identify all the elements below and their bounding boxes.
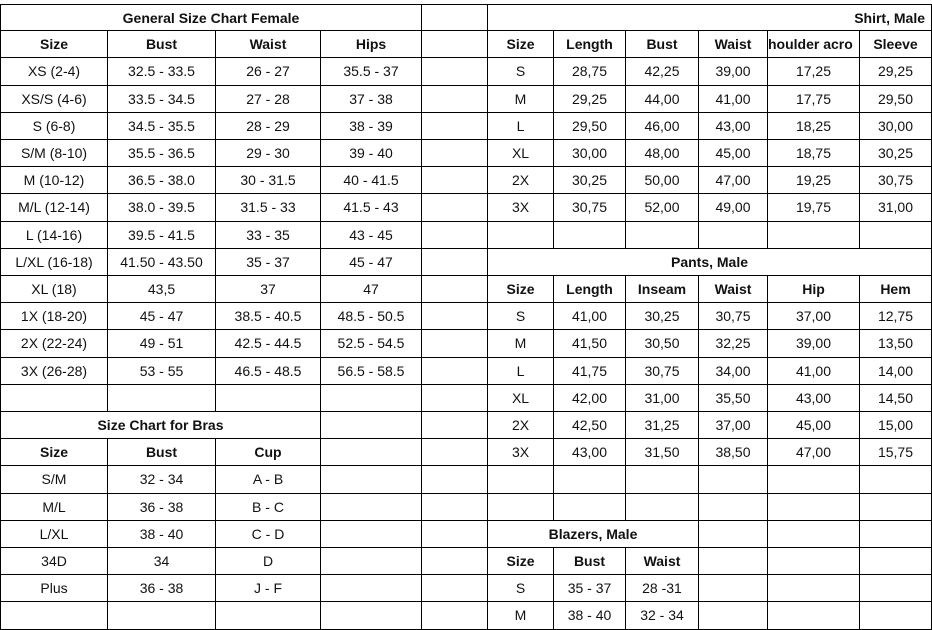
bras-chart-title: Size Chart for Bras [0, 412, 321, 439]
shirt-table-cell: 2X [488, 167, 554, 194]
pants-table-cell: M [488, 330, 554, 357]
empty-cell [768, 575, 860, 602]
bras-table-cell: L/XL [0, 521, 108, 548]
empty-cell [422, 602, 488, 629]
bras-table-cell: D [216, 548, 321, 575]
shirt-header-cell: houlder acro [768, 31, 860, 58]
female-table-cell: 36.5 - 38.0 [108, 167, 216, 194]
empty-cell [422, 249, 488, 276]
female-table-cell: 37 [216, 276, 321, 303]
empty-cell [422, 140, 488, 167]
empty-cell [422, 276, 488, 303]
pants-table-cell: 34,00 [699, 358, 768, 385]
empty-cell [108, 602, 216, 629]
blazers-table-cell: S [488, 575, 554, 602]
female-table-cell: 33 - 35 [216, 222, 321, 249]
pants-table-cell: L [488, 358, 554, 385]
shirt-table-cell: M [488, 86, 554, 113]
shirt-table-cell: 41,00 [699, 86, 768, 113]
female-table-cell: 43 - 45 [321, 222, 422, 249]
pants-table-cell: 45,00 [768, 412, 860, 439]
shirt-table-cell: 19,75 [768, 194, 860, 221]
empty-cell [422, 58, 488, 85]
pants-table-cell: 31,00 [626, 385, 699, 412]
shirt-table-cell: 30,00 [860, 113, 932, 140]
shirt-table-cell: L [488, 113, 554, 140]
bras-table-cell: M/L [0, 494, 108, 521]
bras-table-cell: A - B [216, 466, 321, 493]
empty-cell [768, 548, 860, 575]
pants-table-cell: 42,50 [554, 412, 626, 439]
empty-cell [422, 494, 488, 521]
female-chart-title: General Size Chart Female [0, 4, 422, 31]
bras-table-cell: 36 - 38 [108, 575, 216, 602]
female-table-cell: 29 - 30 [216, 140, 321, 167]
female-table-cell: 33.5 - 34.5 [108, 86, 216, 113]
female-table-cell: 53 - 55 [108, 358, 216, 385]
pants-table-cell: 2X [488, 412, 554, 439]
female-table-cell: S/M (8-10) [0, 140, 108, 167]
bras-table-cell: B - C [216, 494, 321, 521]
blazers-table-cell: M [488, 602, 554, 629]
female-table-cell: XS (2-4) [0, 58, 108, 85]
pants-header-cell: Size [488, 276, 554, 303]
female-table-cell: 41.5 - 43 [321, 194, 422, 221]
pants-header-cell: Hem [860, 276, 932, 303]
shirt-table-cell: 30,75 [860, 167, 932, 194]
shirt-header-cell: Sleeve [860, 31, 932, 58]
empty-cell [321, 548, 422, 575]
bras-header-cell: Cup [216, 439, 321, 466]
empty-cell [699, 548, 768, 575]
empty-cell [860, 521, 932, 548]
empty-cell [422, 194, 488, 221]
empty-cell [699, 494, 768, 521]
empty-cell [422, 575, 488, 602]
bras-table-cell: 36 - 38 [108, 494, 216, 521]
empty-cell [216, 385, 321, 412]
female-table-cell: 49 - 51 [108, 330, 216, 357]
empty-cell [321, 466, 422, 493]
empty-cell [422, 521, 488, 548]
bras-table-cell: 32 - 34 [108, 466, 216, 493]
blazers-header-cell: Bust [554, 548, 626, 575]
shirt-table-cell: 17,75 [768, 86, 860, 113]
empty-cell [321, 521, 422, 548]
pants-table-cell: 30,75 [699, 303, 768, 330]
empty-cell [422, 358, 488, 385]
female-table-cell: 48.5 - 50.5 [321, 303, 422, 330]
empty-cell [860, 548, 932, 575]
shirt-table-cell: 44,00 [626, 86, 699, 113]
pants-table-cell: 31,50 [626, 439, 699, 466]
empty-cell [768, 466, 860, 493]
pants-table-cell: 32,25 [699, 330, 768, 357]
shirt-table-cell: 19,25 [768, 167, 860, 194]
shirt-table-cell: 30,25 [860, 140, 932, 167]
empty-cell [422, 4, 488, 31]
shirt-table-cell: S [488, 58, 554, 85]
shirt-table-cell: 28,75 [554, 58, 626, 85]
pants-table-cell: 43,00 [768, 385, 860, 412]
empty-cell [554, 222, 626, 249]
pants-table-cell: 12,75 [860, 303, 932, 330]
pants-table-cell: 3X [488, 439, 554, 466]
female-header-cell: Size [0, 31, 108, 58]
shirt-header-cell: Bust [626, 31, 699, 58]
pants-table-cell: 30,75 [626, 358, 699, 385]
female-table-cell: 38.5 - 40.5 [216, 303, 321, 330]
shirt-table-cell: 29,50 [860, 86, 932, 113]
pants-table-cell: 47,00 [768, 439, 860, 466]
shirt-table-cell: 17,25 [768, 58, 860, 85]
bras-table-cell: 34 [108, 548, 216, 575]
shirt-chart-title: Shirt, Male [488, 4, 932, 31]
empty-cell [488, 222, 554, 249]
empty-cell [699, 222, 768, 249]
shirt-table-cell: 18,25 [768, 113, 860, 140]
blazers-table-cell: 32 - 34 [626, 602, 699, 629]
bras-table-cell: C - D [216, 521, 321, 548]
bras-table-cell: Plus [0, 575, 108, 602]
pants-table-cell: 41,75 [554, 358, 626, 385]
female-table-cell: 41.50 - 43.50 [108, 249, 216, 276]
blazers-chart-title: Blazers, Male [488, 521, 699, 548]
shirt-table-cell: 45,00 [699, 140, 768, 167]
pants-table-cell: 30,25 [626, 303, 699, 330]
female-table-cell: 42.5 - 44.5 [216, 330, 321, 357]
empty-cell [554, 466, 626, 493]
blazers-header-cell: Waist [626, 548, 699, 575]
bras-table-cell: J - F [216, 575, 321, 602]
empty-cell [0, 385, 108, 412]
empty-cell [860, 222, 932, 249]
pants-table-cell: 15,75 [860, 439, 932, 466]
female-table-cell: L/XL (16-18) [0, 249, 108, 276]
shirt-table-cell: 42,25 [626, 58, 699, 85]
bras-header-cell: Size [0, 439, 108, 466]
female-table-cell: 40 - 41.5 [321, 167, 422, 194]
empty-cell [422, 466, 488, 493]
blazers-table-cell: 35 - 37 [554, 575, 626, 602]
female-table-cell: 38.0 - 39.5 [108, 194, 216, 221]
empty-cell [626, 494, 699, 521]
empty-cell [422, 412, 488, 439]
empty-cell [699, 466, 768, 493]
female-table-cell: 34.5 - 35.5 [108, 113, 216, 140]
empty-cell [321, 439, 422, 466]
empty-cell [699, 602, 768, 629]
pants-table-cell: 42,00 [554, 385, 626, 412]
pants-table-cell: 39,00 [768, 330, 860, 357]
empty-cell [554, 494, 626, 521]
pants-table-cell: 37,00 [699, 412, 768, 439]
shirt-table-cell: 43,00 [699, 113, 768, 140]
empty-cell [626, 466, 699, 493]
female-table-cell: 52.5 - 54.5 [321, 330, 422, 357]
female-table-cell: 26 - 27 [216, 58, 321, 85]
shirt-table-cell: 47,00 [699, 167, 768, 194]
pants-table-cell: 41,00 [554, 303, 626, 330]
female-table-cell: XL (18) [0, 276, 108, 303]
female-table-cell: 38 - 39 [321, 113, 422, 140]
female-table-cell: 35.5 - 37 [321, 58, 422, 85]
female-table-cell: 56.5 - 58.5 [321, 358, 422, 385]
empty-cell [422, 548, 488, 575]
shirt-table-cell: 46,00 [626, 113, 699, 140]
pants-table-cell: 15,00 [860, 412, 932, 439]
pants-table-cell: 14,00 [860, 358, 932, 385]
pants-table-cell: 14,50 [860, 385, 932, 412]
shirt-table-cell: 50,00 [626, 167, 699, 194]
empty-cell [626, 222, 699, 249]
empty-cell [216, 602, 321, 629]
pants-header-cell: Inseam [626, 276, 699, 303]
empty-cell [321, 602, 422, 629]
female-table-cell: 46.5 - 48.5 [216, 358, 321, 385]
empty-cell [860, 602, 932, 629]
female-table-cell: 35 - 37 [216, 249, 321, 276]
female-table-cell: 28 - 29 [216, 113, 321, 140]
pants-table-cell: 35,50 [699, 385, 768, 412]
female-table-cell: 3X (26-28) [0, 358, 108, 385]
empty-cell [768, 602, 860, 629]
female-table-cell: 45 - 47 [321, 249, 422, 276]
female-table-cell: 43,5 [108, 276, 216, 303]
female-table-cell: 35.5 - 36.5 [108, 140, 216, 167]
empty-cell [422, 330, 488, 357]
shirt-table-cell: 29,25 [554, 86, 626, 113]
female-header-cell: Hips [321, 31, 422, 58]
blazers-table-cell: 38 - 40 [554, 602, 626, 629]
shirt-table-cell: 30,00 [554, 140, 626, 167]
bras-table-cell: 38 - 40 [108, 521, 216, 548]
empty-cell [860, 466, 932, 493]
female-table-cell: 2X (22-24) [0, 330, 108, 357]
female-table-cell: 32.5 - 33.5 [108, 58, 216, 85]
empty-cell [422, 385, 488, 412]
female-table-cell: 31.5 - 33 [216, 194, 321, 221]
pants-header-cell: Waist [699, 276, 768, 303]
empty-cell [699, 521, 768, 548]
empty-cell [422, 86, 488, 113]
empty-cell [321, 385, 422, 412]
empty-cell [488, 466, 554, 493]
pants-chart-title: Pants, Male [488, 249, 932, 276]
bras-table-cell: S/M [0, 466, 108, 493]
bras-header-cell: Bust [108, 439, 216, 466]
shirt-header-cell: Waist [699, 31, 768, 58]
empty-cell [422, 113, 488, 140]
pants-table-cell: S [488, 303, 554, 330]
female-table-cell: 39 - 40 [321, 140, 422, 167]
empty-cell [860, 575, 932, 602]
female-table-cell: 47 [321, 276, 422, 303]
female-header-cell: Bust [108, 31, 216, 58]
empty-cell [108, 385, 216, 412]
shirt-table-cell: 18,75 [768, 140, 860, 167]
female-table-cell: M/L (12-14) [0, 194, 108, 221]
empty-cell [422, 222, 488, 249]
female-table-cell: 30 - 31.5 [216, 167, 321, 194]
pants-table-cell: 38,50 [699, 439, 768, 466]
empty-cell [422, 167, 488, 194]
empty-cell [321, 575, 422, 602]
shirt-table-cell: 39,00 [699, 58, 768, 85]
shirt-header-cell: Length [554, 31, 626, 58]
pants-table-cell: 41,50 [554, 330, 626, 357]
pants-table-cell: 31,25 [626, 412, 699, 439]
shirt-table-cell: XL [488, 140, 554, 167]
female-table-cell: 37 - 38 [321, 86, 422, 113]
pants-table-cell: 30,50 [626, 330, 699, 357]
female-table-cell: 45 - 47 [108, 303, 216, 330]
female-table-cell: S (6-8) [0, 113, 108, 140]
blazers-table-cell: 28 -31 [626, 575, 699, 602]
pants-table-cell: 13,50 [860, 330, 932, 357]
empty-cell [768, 222, 860, 249]
pants-table-cell: XL [488, 385, 554, 412]
empty-cell [860, 494, 932, 521]
pants-table-cell: 37,00 [768, 303, 860, 330]
pants-table-cell: 43,00 [554, 439, 626, 466]
empty-cell [488, 494, 554, 521]
pants-header-cell: Length [554, 276, 626, 303]
empty-cell [768, 521, 860, 548]
female-table-cell: 1X (18-20) [0, 303, 108, 330]
shirt-table-cell: 3X [488, 194, 554, 221]
empty-cell [321, 412, 422, 439]
empty-cell [422, 31, 488, 58]
female-table-cell: 39.5 - 41.5 [108, 222, 216, 249]
empty-cell [422, 303, 488, 330]
pants-header-cell: Hip [768, 276, 860, 303]
empty-cell [699, 575, 768, 602]
shirt-header-cell: Size [488, 31, 554, 58]
female-table-cell: 27 - 28 [216, 86, 321, 113]
shirt-table-cell: 30,25 [554, 167, 626, 194]
shirt-table-cell: 29,25 [860, 58, 932, 85]
pants-table-cell: 41,00 [768, 358, 860, 385]
empty-cell [422, 439, 488, 466]
shirt-table-cell: 29,50 [554, 113, 626, 140]
bras-table-cell: 34D [0, 548, 108, 575]
female-header-cell: Waist [216, 31, 321, 58]
shirt-table-cell: 30,75 [554, 194, 626, 221]
shirt-table-cell: 52,00 [626, 194, 699, 221]
female-table-cell: M (10-12) [0, 167, 108, 194]
empty-cell [321, 494, 422, 521]
female-table-cell: XS/S (4-6) [0, 86, 108, 113]
empty-cell [0, 602, 108, 629]
empty-cell [768, 494, 860, 521]
shirt-table-cell: 31,00 [860, 194, 932, 221]
blazers-header-cell: Size [488, 548, 554, 575]
shirt-table-cell: 49,00 [699, 194, 768, 221]
shirt-table-cell: 48,00 [626, 140, 699, 167]
female-table-cell: L (14-16) [0, 222, 108, 249]
